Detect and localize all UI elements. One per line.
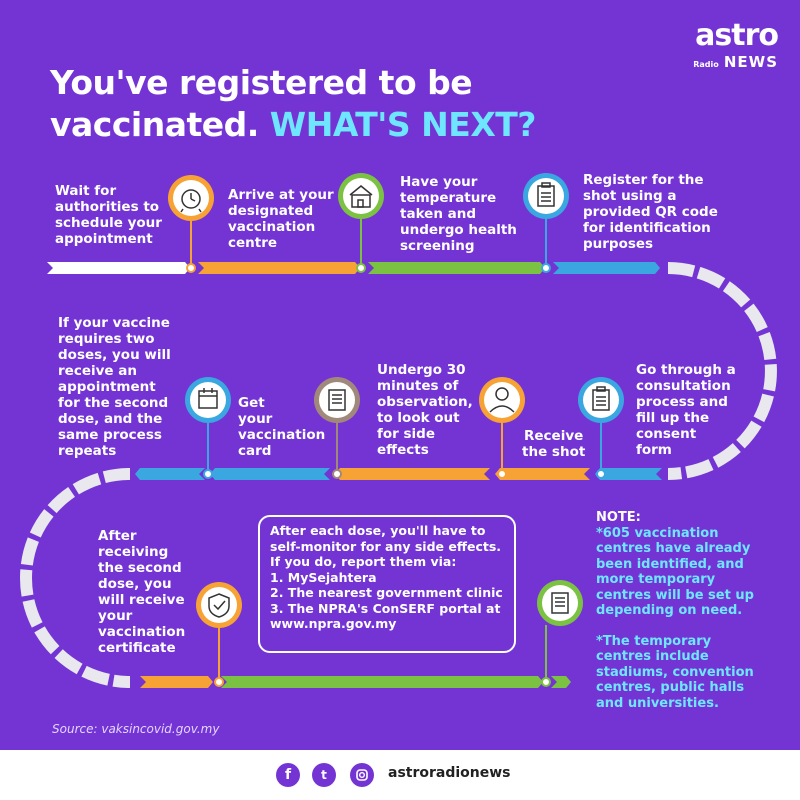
source-citation: Source: vaksincovid.gov.my [52,722,220,736]
timeline-segment [335,468,490,480]
step-7-text: Undergo 30 minutes of observation, to look out for side effects [377,362,473,458]
note-paragraph-1: *605 vaccination centres have already been identified, and more temporary centres will be set up depending on need. [596,525,754,618]
timeline-segment [135,468,205,480]
step-2-text: Arrive at your designated vaccination centre [228,187,334,251]
social-handle[interactable]: astroradionews [388,765,511,781]
timeline-segment [495,468,590,480]
pin-doctor [479,377,525,478]
step-10-text: After receiving the second dose, you will receive your vaccination certificate [98,528,186,656]
step-6-text: Receive the shot [522,428,586,460]
title-line-1: You've registered to be [50,63,473,102]
instagram-icon[interactable] [350,763,374,787]
note-section [596,510,776,711]
self-monitor-box: After each dose, you'll have to self-monitor for any side effects. If you do, report them via: 1. MySejahtera 2. The nearest government clinic 3. The NPRA's ConSERF portal at www.npra.gov.my [258,515,516,653]
step-4-text: Register for the shot using a provided QR code for identification purposes [583,172,718,252]
pin-monitor [537,580,583,686]
pin-building [338,173,384,272]
timeline-segment [210,468,330,480]
timeline-segment [368,262,545,274]
facebook-icon[interactable]: f [276,763,300,787]
timeline-segment [221,676,543,688]
astro-radio-news-logo [693,20,778,71]
page-title [50,62,536,146]
logo-news: NEWS [723,53,778,71]
timeline-segment [198,262,360,274]
title-line-2: vaccinated. [50,105,259,144]
note-paragraph-2: *The temporary centres include stadiums, convention centres, public halls and universities. [596,633,754,711]
step-5-text: Go through a consultation process and fill up the consent form [636,362,736,458]
step-8-text: Get your vaccination card [238,395,326,459]
logo-brand: astro [695,18,778,53]
pin-calendar [185,377,231,478]
pin-certificate [196,582,242,686]
step-1-text: Wait for authorities to schedule your appointment [55,183,162,247]
note-label: NOTE: [596,510,641,525]
timeline-segment [553,262,660,274]
timeline-segment [551,676,571,688]
timeline-segment [140,676,213,688]
step-3-text: Have your temperature taken and undergo health screening [400,174,517,254]
timeline-segment [47,262,190,274]
step-9-text: If your vaccine requires two doses, you will receive an appointment for the second dose, and the same process repeats [58,315,171,459]
title-highlight: WHAT'S NEXT? [269,105,536,144]
pin-clipboard [523,173,569,272]
logo-sub: Radio [693,60,719,69]
twitter-icon[interactable]: t [312,763,336,787]
